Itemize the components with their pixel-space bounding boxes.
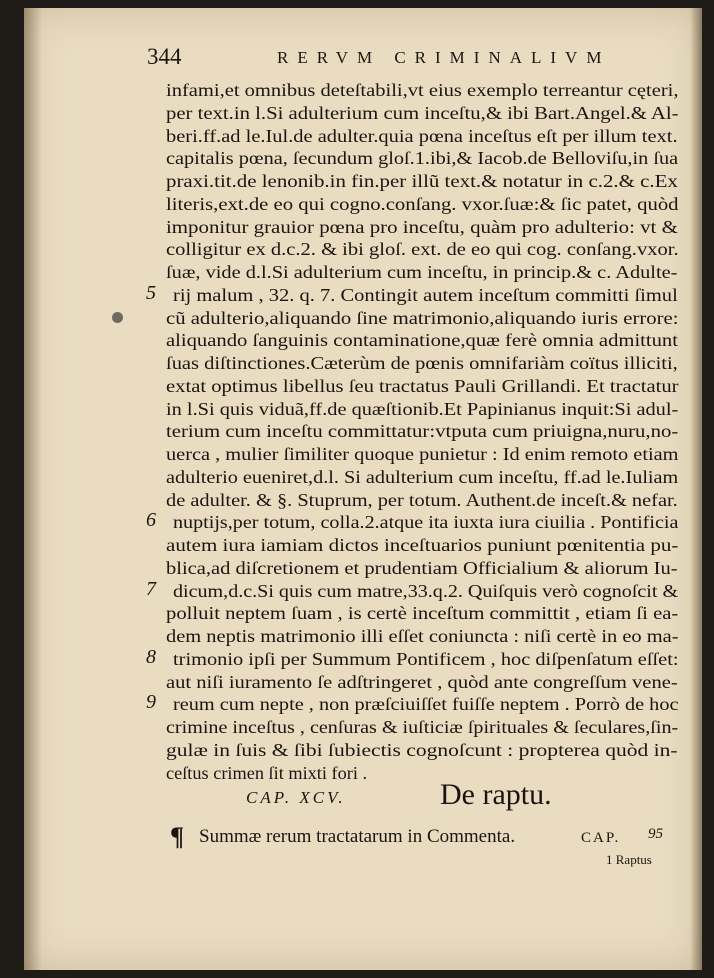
text-line: imponitur grauior pœna pro inceſtu, quàm pro adulterio: vt & xyxy=(166,216,678,237)
text-line: de adulter. & §. Stuprum, per totum. Authent.de inceſt.& nefar. xyxy=(166,489,678,510)
text-line: autem iura iamiam dictos inceſtuarios puniunt pœnitentia pu- xyxy=(166,535,679,555)
text-line: rij malum , 32. q. 7. Contingit autem inceſtum committi ſimul xyxy=(173,284,678,305)
text-line: crimine inceſtus , cenſuras & iuſticiæ ſpirituales & ſeculares,ſin- xyxy=(166,717,679,737)
margin-number: 6 xyxy=(146,509,156,532)
text-line: dem neptis matrimonio illi eſſet coniuncta : niſi certè in eo ma- xyxy=(166,626,679,646)
text-line: cũ adulterio,aliquando ſine matrimonio,aliquando iuris errore: xyxy=(166,307,679,328)
text-line: dicum,d.c.Si quis cum matre,33.q.2. Quiſquis verò cognoſcit & xyxy=(173,580,679,601)
text-line: reum cum nepte , non præſciuiſſet fuiſſe neptem . Porrò de hoc xyxy=(173,694,679,715)
margin-number: 5 xyxy=(146,281,156,304)
text-line: aut niſi iuramento ſe adſtringeret , quòd ante congreſſum vene- xyxy=(166,671,678,692)
summary-cap-number: 95 xyxy=(648,826,663,842)
text-line: beri.ff.ad le.Iul.de adulter.quia pœna inceſtus eſt per illum text. xyxy=(166,125,678,146)
text-line: per text.in l.Si adulterium cum inceſtu,& ibi Bart.Angel.& Al- xyxy=(166,102,679,123)
text-line: terium cum inceſtu committatur:vtputa cum priuigna,nuru,no- xyxy=(166,421,679,442)
text-line: infami,et omnibus deteſtabili,vt eius exemplo terreantur cęteri, xyxy=(166,80,679,100)
margin-number: 7 xyxy=(146,577,156,600)
running-header xyxy=(125,44,665,80)
chapter-title: De raptu. xyxy=(440,778,552,811)
page-gutter-shadow xyxy=(24,8,42,970)
summary-heading: Summæ rerum tractatarum in Commenta. xyxy=(199,826,516,847)
page-edge-shadow xyxy=(690,8,702,970)
text-line: ſuas diſtinctiones.Cæterùm de pœnis omnifariàm coïtus illiciti, xyxy=(166,353,678,373)
text-line: colligitur ex d.c.2. & ibi gloſ. ext. de eo qui cog. conſang.vxor. xyxy=(166,239,679,260)
text-line: extat optimus libellus ſeu tractatus Pauli Grillandi. Et tractatur xyxy=(166,375,679,396)
text-line: adulterio eueniret,d.l. Si adulterium cum inceſtu, ff.ad le.Iuliam xyxy=(166,466,679,487)
text-line: ceſtus crimen ſit mixti fori . xyxy=(166,762,368,783)
page-number: 344 xyxy=(147,44,182,69)
text-line: ſuæ, vide d.l.Si adulterium cum inceſtu, in princip.& c. Adulte- xyxy=(166,262,678,282)
text-line: nuptijs,per totum, colla.2.atque ita iuxta iura ciuilia . Pontificia xyxy=(173,512,679,533)
text-line: uerca , mulier ſimiliter quoque punietur : Id enim remoto etiam xyxy=(166,444,679,464)
text-line: gulæ in ſuis & ſibi ſubiectis cognoſcunt : propterea quòd in- xyxy=(166,739,678,760)
text-line: in l.Si quis viduã,ff.de quæſtionib.Et Papinianus inquit:Si adul- xyxy=(166,398,679,419)
text-line: literis,ext.de eo qui cogno.conſang. vxor.ſuæ:& ſic patet, quòd xyxy=(166,193,679,214)
text-line: polluit neptem ſuam , is certè inceſtum committit , etiam ſi ea- xyxy=(166,603,679,624)
text-line: praxi.tit.de lenonib.in fin.per illũ text.& notatur in c.2.& c.Ex xyxy=(166,171,678,191)
margin-number: 8 xyxy=(146,645,156,668)
running-title: RERVM CRIMINALIVM xyxy=(277,48,611,67)
text-line: blica,ad diſcretionem et prudentiam Officialium & aliorum Iu- xyxy=(166,557,678,578)
margin-number: 9 xyxy=(146,691,156,714)
chapter-label: CAP. XCV. xyxy=(246,788,346,807)
summary-cap-label: CAP. xyxy=(581,830,621,846)
pilcrow-mark: ¶ xyxy=(170,822,185,851)
ink-blot xyxy=(112,312,123,323)
text-line: aliquando ſanguinis contaminatione,quæ ferè omnia admittunt xyxy=(166,330,678,351)
text-line: capitalis pœna, ſecundum gloſ.1.ibi,& Iacob.de Belloviſu,in ſua xyxy=(166,148,679,169)
text-line: trimonio ipſi per Summum Pontificem , hoc diſpenſatum eſſet: xyxy=(173,648,679,669)
catchword: 1 Raptus xyxy=(606,852,652,867)
